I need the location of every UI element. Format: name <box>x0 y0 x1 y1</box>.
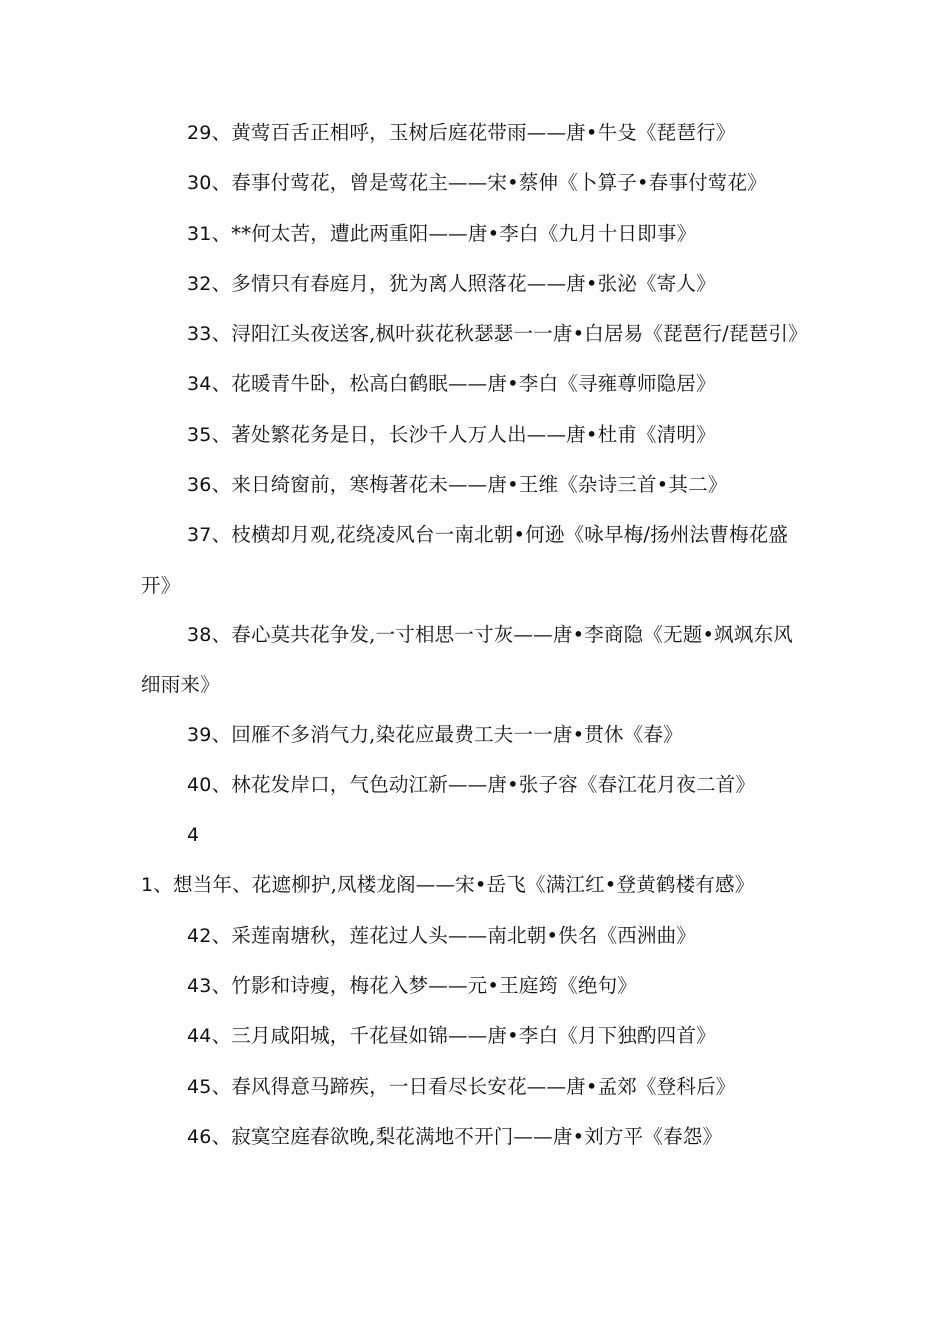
line-number: 32 <box>187 272 212 295</box>
line-number: 44 <box>187 1025 212 1048</box>
line-number: 30 <box>187 172 212 195</box>
line-number: 42 <box>187 924 212 947</box>
line-number: 43 <box>187 975 212 998</box>
line-number: 31 <box>187 222 212 245</box>
line-text: 、来日绮窗前，寒梅著花未——唐•王维《杂诗三首•其二》 <box>211 473 728 497</box>
poem-line <box>141 760 811 810</box>
line-text: 、花暖青牛卧，松高白鹤眠——唐•李白《寻雍尊师隐居》 <box>211 372 716 396</box>
line-number: 33 <box>187 323 212 346</box>
line-number: 37 <box>187 524 212 547</box>
line-text: 、回雁不多消气力,染花应最费工夫一一唐•贯休《春》 <box>211 722 683 746</box>
poem-line <box>141 911 811 961</box>
line-text: 、竹影和诗瘦，梅花入梦——元•王庭筠《绝句》 <box>211 974 637 998</box>
line-number: 34 <box>187 373 212 396</box>
poem-line <box>141 710 811 760</box>
poem-line <box>141 1011 811 1061</box>
line-text: 、三月咸阳城，千花昼如锦——唐•李白《月下独酌四首》 <box>211 1024 716 1048</box>
poem-line <box>141 209 811 259</box>
line-number: 45 <box>187 1075 212 1098</box>
line-number: 41 <box>141 824 200 897</box>
line-number: 36 <box>187 474 212 497</box>
line-text: 、多情只有春庭月，犹为离人照落花——唐•张泌《寄人》 <box>211 271 716 295</box>
line-text: 、枝横却月观,花绕凌风台一南北朝•何逊《咏早梅/扬州法曹梅花盛开》 <box>141 523 789 597</box>
poem-line <box>141 158 811 208</box>
line-number: 40 <box>187 773 212 796</box>
poem-line <box>141 810 811 911</box>
poem-line <box>141 460 811 510</box>
line-text: 、著处繁花务是日，长沙千人万人出——唐•杜甫《清明》 <box>211 422 716 446</box>
line-number: 38 <box>187 623 212 646</box>
poem-line <box>141 108 811 158</box>
line-text: 、采莲南塘秋，莲花过人头——南北朝•佚名《西洲曲》 <box>211 923 697 947</box>
poem-line <box>141 1062 811 1112</box>
poem-line <box>141 259 811 309</box>
poem-line <box>141 961 811 1011</box>
poem-line <box>141 309 811 359</box>
poem-line-list <box>141 108 811 1162</box>
line-number: 29 <box>187 122 212 144</box>
line-text: 、春事付莺花，曾是莺花主——宋•蔡伸《卜算子•春事付莺花》 <box>211 171 767 195</box>
line-number: 46 <box>187 1125 212 1148</box>
line-text: 、浔阳江头夜送客,枫叶荻花秋瑟瑟一一唐•白居易《琵琶行/琵琶引》 <box>211 322 808 346</box>
line-text: 、春心莫共花争发,一寸相思一寸灰——唐•李商隐《无题•飒飒东风细雨来》 <box>141 622 793 697</box>
line-text: 、寂寞空庭春欲晚,梨花满地不开门——唐•刘方平《春怨》 <box>211 1124 723 1148</box>
poem-line <box>141 410 811 460</box>
line-text: 、春风得意马蹄疾，一日看尽长安花——唐•孟郊《登科后》 <box>211 1074 736 1098</box>
line-text: 、黄莺百舌正相呼，玉树后庭花带雨——唐•牛殳《琵琶行》 <box>211 121 736 144</box>
poem-line <box>141 1112 811 1162</box>
poem-line <box>141 510 811 610</box>
line-number: 39 <box>187 723 212 746</box>
poem-line <box>141 359 811 409</box>
line-text: 、林花发岸口，气色动江新——唐•张子容《春江花月夜二首》 <box>211 772 756 796</box>
line-text: 、**何太苦，遭此两重阳——唐•李白《九月十日即事》 <box>211 221 697 245</box>
line-text: 、想当年、花遮柳护,凤楼龙阁——宋•岳飞《满江红•登黄鹤楼有感》 <box>153 873 755 897</box>
poem-line <box>141 610 811 710</box>
line-number: 35 <box>187 423 212 446</box>
